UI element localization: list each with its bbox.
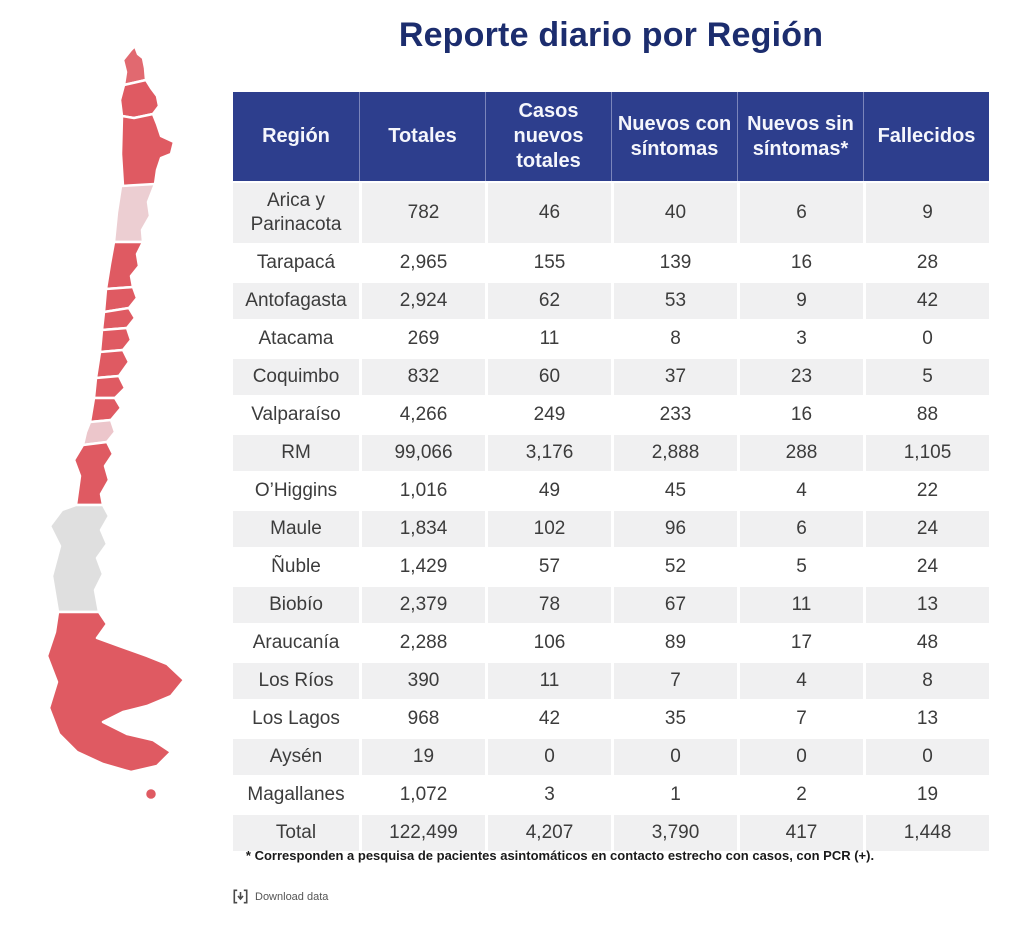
value-cell: 3 <box>737 319 863 357</box>
region-cell: Total <box>233 813 359 851</box>
table-row <box>233 181 989 243</box>
value-cell: 35 <box>611 699 737 737</box>
column-header: Nuevos sin síntomas* <box>737 92 863 181</box>
table-row <box>233 509 989 547</box>
value-cell: 22 <box>863 471 989 509</box>
map-region-nuble-biobio <box>94 376 125 398</box>
value-cell: 9 <box>737 281 863 319</box>
value-cell: 155 <box>485 243 611 281</box>
region-cell: Los Lagos <box>233 699 359 737</box>
map-region-arica-parinacota <box>123 46 146 85</box>
value-cell: 2,288 <box>359 623 485 661</box>
value-cell: 139 <box>611 243 737 281</box>
region-cell: Antofagasta <box>233 281 359 319</box>
value-cell: 60 <box>485 357 611 395</box>
value-cell: 390 <box>359 661 485 699</box>
value-cell: 2,924 <box>359 281 485 319</box>
value-cell: 6 <box>737 509 863 547</box>
value-cell: 2 <box>737 775 863 813</box>
table-row <box>233 661 989 699</box>
value-cell: 99,066 <box>359 433 485 471</box>
value-cell: 4 <box>737 471 863 509</box>
value-cell: 1,834 <box>359 509 485 547</box>
value-cell: 19 <box>359 737 485 775</box>
table-row <box>233 433 989 471</box>
value-cell: 17 <box>737 623 863 661</box>
value-cell: 96 <box>611 509 737 547</box>
value-cell: 23 <box>737 357 863 395</box>
value-cell: 0 <box>737 737 863 775</box>
value-cell: 0 <box>863 319 989 357</box>
map-region-araucania <box>90 398 121 422</box>
region-cell: Atacama <box>233 319 359 357</box>
value-cell: 1,448 <box>863 813 989 851</box>
value-cell: 269 <box>359 319 485 357</box>
table-row <box>233 243 989 281</box>
value-cell: 417 <box>737 813 863 851</box>
column-header: Región <box>233 92 359 181</box>
region-table-wrap <box>233 92 991 851</box>
value-cell: 28 <box>863 243 989 281</box>
table-header <box>233 92 989 181</box>
table-row <box>233 395 989 433</box>
map-region-magallanes <box>47 612 184 772</box>
region-cell: Arica y Parinacota <box>233 181 359 243</box>
download-icon <box>233 889 248 904</box>
value-cell: 78 <box>485 585 611 623</box>
value-cell: 37 <box>611 357 737 395</box>
value-cell: 42 <box>485 699 611 737</box>
value-cell: 24 <box>863 547 989 585</box>
page-title: Reporte diario por Región <box>398 16 824 54</box>
region-cell: Los Ríos <box>233 661 359 699</box>
region-cell: Maule <box>233 509 359 547</box>
map-region-coquimbo <box>106 242 143 289</box>
table-row <box>233 547 989 585</box>
region-cell: Valparaíso <box>233 395 359 433</box>
value-cell: 0 <box>611 737 737 775</box>
region-cell: O’Higgins <box>233 471 359 509</box>
column-header: Nuevos con síntomas <box>611 92 737 181</box>
column-header: Totales <box>359 92 485 181</box>
value-cell: 102 <box>485 509 611 547</box>
map-region-atacama <box>114 184 155 242</box>
table-row <box>233 737 989 775</box>
region-cell: Magallanes <box>233 775 359 813</box>
value-cell: 8 <box>611 319 737 357</box>
value-cell: 106 <box>485 623 611 661</box>
map-region-tarapaca <box>120 80 159 118</box>
value-cell: 7 <box>611 661 737 699</box>
value-cell: 67 <box>611 585 737 623</box>
value-cell: 2,379 <box>359 585 485 623</box>
value-cell: 288 <box>737 433 863 471</box>
download-data-button[interactable] <box>233 889 328 904</box>
download-label: Download data <box>255 890 329 903</box>
region-cell: RM <box>233 433 359 471</box>
table-row <box>233 471 989 509</box>
value-cell: 4,207 <box>485 813 611 851</box>
region-report-table <box>233 92 989 851</box>
value-cell: 62 <box>485 281 611 319</box>
value-cell: 5 <box>863 357 989 395</box>
table-row <box>233 319 989 357</box>
value-cell: 3,790 <box>611 813 737 851</box>
value-cell: 1,072 <box>359 775 485 813</box>
value-cell: 6 <box>737 181 863 243</box>
region-cell: Biobío <box>233 585 359 623</box>
column-header: Fallecidos <box>863 92 989 181</box>
footnote: * Corresponden a pesquisa de pacientes asintomáticos en contacto estrecho con casos, con PCR (+). <box>245 848 875 863</box>
map-region-cape-horn-island <box>145 788 157 800</box>
value-cell: 4 <box>737 661 863 699</box>
table-row <box>233 281 989 319</box>
value-cell: 16 <box>737 243 863 281</box>
region-cell: Araucanía <box>233 623 359 661</box>
value-cell: 3 <box>485 775 611 813</box>
value-cell: 122,499 <box>359 813 485 851</box>
value-cell: 1 <box>611 775 737 813</box>
column-header: Casos nuevos totales <box>485 92 611 181</box>
map-region-ohiggins <box>100 328 131 352</box>
table-row <box>233 699 989 737</box>
value-cell: 968 <box>359 699 485 737</box>
value-cell: 782 <box>359 181 485 243</box>
region-cell: Coquimbo <box>233 357 359 395</box>
value-cell: 2,965 <box>359 243 485 281</box>
header-row <box>233 92 989 181</box>
value-cell: 46 <box>485 181 611 243</box>
value-cell: 2,888 <box>611 433 737 471</box>
value-cell: 16 <box>737 395 863 433</box>
value-cell: 57 <box>485 547 611 585</box>
map-region-antofagasta <box>121 114 174 188</box>
region-cell: Ñuble <box>233 547 359 585</box>
value-cell: 48 <box>863 623 989 661</box>
map-region-rm <box>102 308 135 330</box>
chile-map-svg <box>38 44 210 816</box>
value-cell: 13 <box>863 585 989 623</box>
table-row <box>233 775 989 813</box>
value-cell: 0 <box>863 737 989 775</box>
value-cell: 7 <box>737 699 863 737</box>
value-cell: 13 <box>863 699 989 737</box>
region-cell: Aysén <box>233 737 359 775</box>
table-row <box>233 585 989 623</box>
value-cell: 52 <box>611 547 737 585</box>
value-cell: 24 <box>863 509 989 547</box>
value-cell: 3,176 <box>485 433 611 471</box>
value-cell: 9 <box>863 181 989 243</box>
table-row <box>233 623 989 661</box>
map-region-los-lagos <box>74 442 113 505</box>
value-cell: 11 <box>737 585 863 623</box>
table-row <box>233 357 989 395</box>
value-cell: 11 <box>485 319 611 357</box>
map-region-los-rios <box>83 420 115 445</box>
value-cell: 1,105 <box>863 433 989 471</box>
value-cell: 4,266 <box>359 395 485 433</box>
value-cell: 832 <box>359 357 485 395</box>
value-cell: 45 <box>611 471 737 509</box>
value-cell: 42 <box>863 281 989 319</box>
value-cell: 249 <box>485 395 611 433</box>
value-cell: 40 <box>611 181 737 243</box>
value-cell: 0 <box>485 737 611 775</box>
value-cell: 11 <box>485 661 611 699</box>
value-cell: 233 <box>611 395 737 433</box>
value-cell: 88 <box>863 395 989 433</box>
region-cell: Tarapacá <box>233 243 359 281</box>
value-cell: 1,016 <box>359 471 485 509</box>
table-row <box>233 813 989 851</box>
map-region-maule <box>96 350 129 378</box>
value-cell: 53 <box>611 281 737 319</box>
table-body <box>233 181 989 851</box>
value-cell: 5 <box>737 547 863 585</box>
chile-map <box>38 44 210 816</box>
map-region-aysen <box>50 505 109 612</box>
value-cell: 19 <box>863 775 989 813</box>
value-cell: 1,429 <box>359 547 485 585</box>
value-cell: 49 <box>485 471 611 509</box>
value-cell: 89 <box>611 623 737 661</box>
value-cell: 8 <box>863 661 989 699</box>
